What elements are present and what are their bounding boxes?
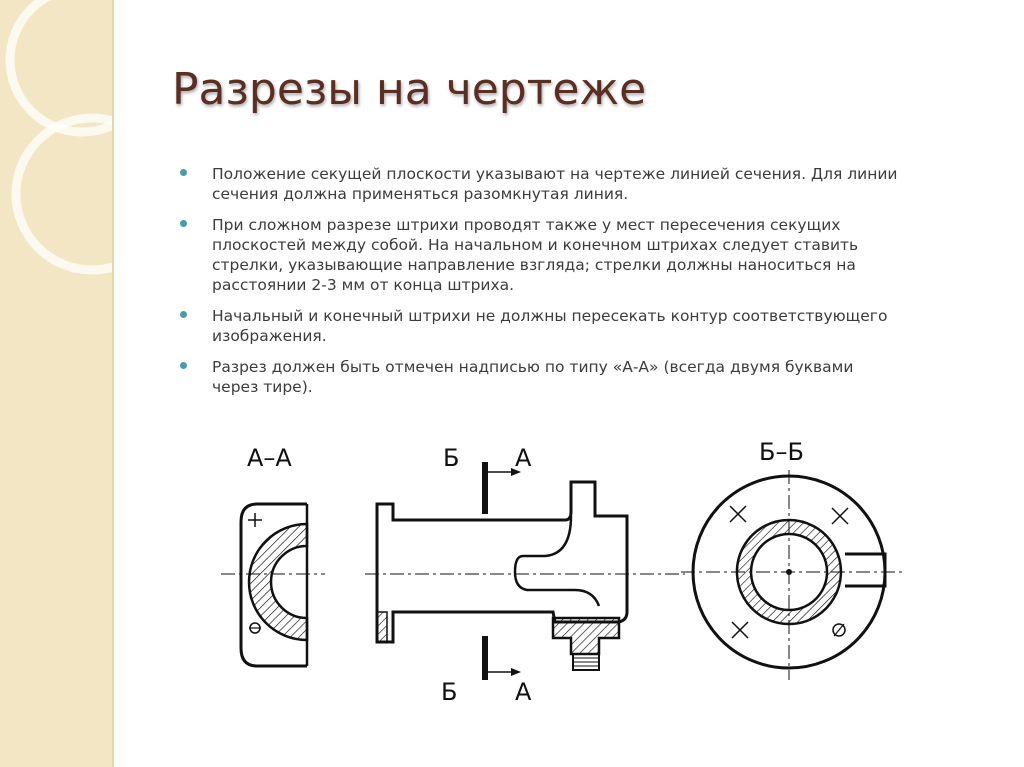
section-aa-label: А–А: [247, 444, 292, 472]
bullet-dot-icon: [180, 169, 187, 176]
section-bb-label: Б–Б: [759, 438, 804, 466]
decorative-side-strip: [0, 0, 114, 767]
section-aa-hatched-ring: [249, 524, 307, 640]
section-aa-view: [221, 444, 325, 666]
bullet-text: При сложном разрезе штрихи проводят также у мест пересечения секущих плоскостей между собой. На начальном и конечном штрихах следует ставить стрелки, указывающие направление взгляда; стрелки должны наноситься на расстоянии 2-3 мм от конца штриха.: [212, 216, 859, 294]
bullet-list: [178, 164, 898, 408]
bullet-item: [178, 164, 898, 204]
bullet-dot-icon: [180, 220, 187, 227]
technical-drawing: [215, 432, 915, 722]
bottom-label-b: Б: [441, 678, 458, 706]
bottom-label-a: А: [515, 678, 532, 706]
slide-title: Разрезы на чертеже: [172, 64, 647, 115]
bullet-text: Положение секущей плоскости указывают на чертеже линией сечения. Для линии сечения должна применяться разомкнутая линия.: [212, 165, 898, 203]
main-view: [365, 444, 685, 706]
bullet-dot-icon: [180, 311, 187, 318]
section-bb-view: [681, 438, 905, 680]
bullet-item: [178, 306, 898, 346]
bullet-item: [178, 357, 898, 397]
bullet-text: Начальный и конечный штрихи не должны пересекать контур соответствующего изображения.: [212, 307, 888, 345]
top-label-a: А: [515, 444, 532, 472]
top-label-b: Б: [443, 444, 460, 472]
boss-hatched-section: [553, 618, 619, 654]
bullet-text: Разрез должен быть отмечен надписью по типу «А-А» (всегда двумя буквами через тире).: [212, 358, 854, 396]
inner-channel: [515, 516, 599, 606]
decorative-rings: [0, 0, 112, 767]
bullet-dot-icon: [180, 362, 187, 369]
bullet-item: [178, 215, 898, 295]
